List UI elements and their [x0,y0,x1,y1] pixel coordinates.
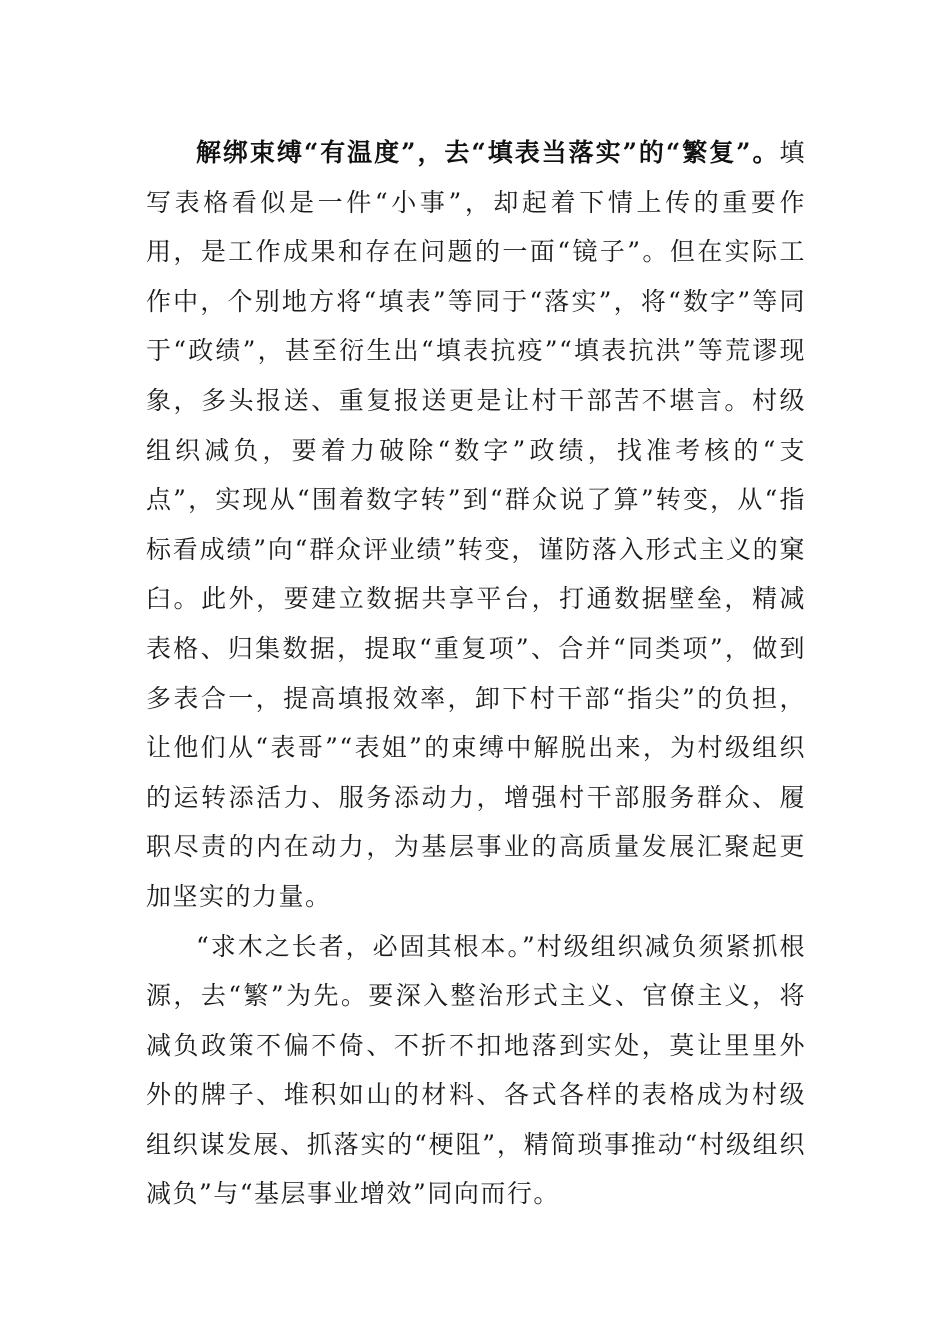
paragraph-2-body: “求木之长者，必固其根本。”村级组织减负须紧抓根源，去“繁”为先。要深入整治形式主义、官僚主义，将减负政策不偏不倚、不折不扣地落到实处，莫让里里外外的牌子、堆积如山的材料、各式各样的表格成为村级组织谋发展、抓落实的“梗阻”，精简琐事推动“村级组织减负”与“基层事业增效”同向而行。 [146,931,806,1209]
paragraph-1-body: 填写表格看似是一件“小事”，却起着下情上传的重要作用，是工作成果和存在问题的一面“镜子”。但在实际工作中，个别地方将“填表”等同于“落实”，将“数字”等同于“政绩”，甚至衍生出“填表抗疫”“填表抗洪”等荒谬现象，多头报送、重复报送更是让村干部苦不堪言。村级组织减负，要着力破除“数字”政绩，找准考核的“支点”，实现从“围着数字转”到“群众说了算”转变，从“指标看成绩”向“群众评业绩”转变，谨防落入形式主义的窠臼。此外，要建立数据共享平台，打通数据壁垒，精减表格、归集数据，提取“重复项”、合并“同类项”，做到多表合一，提高填报效率，卸下村干部“指尖”的负担，让他们从“表哥”“表姐”的束缚中解脱出来，为村级组织的运转添活力、服务添动力，增强村干部服务群众、履职尽责的内在动力，为基层事业的高质量发展汇聚起更加坚实的力量。 [146,138,807,911]
document-body [146,128,806,1219]
paragraph-1 [146,128,806,922]
paragraph-1-lead: 解绑束缚“有温度”，去“填表当落实”的“繁复”。 [196,138,780,167]
paragraph-2 [146,922,806,1220]
